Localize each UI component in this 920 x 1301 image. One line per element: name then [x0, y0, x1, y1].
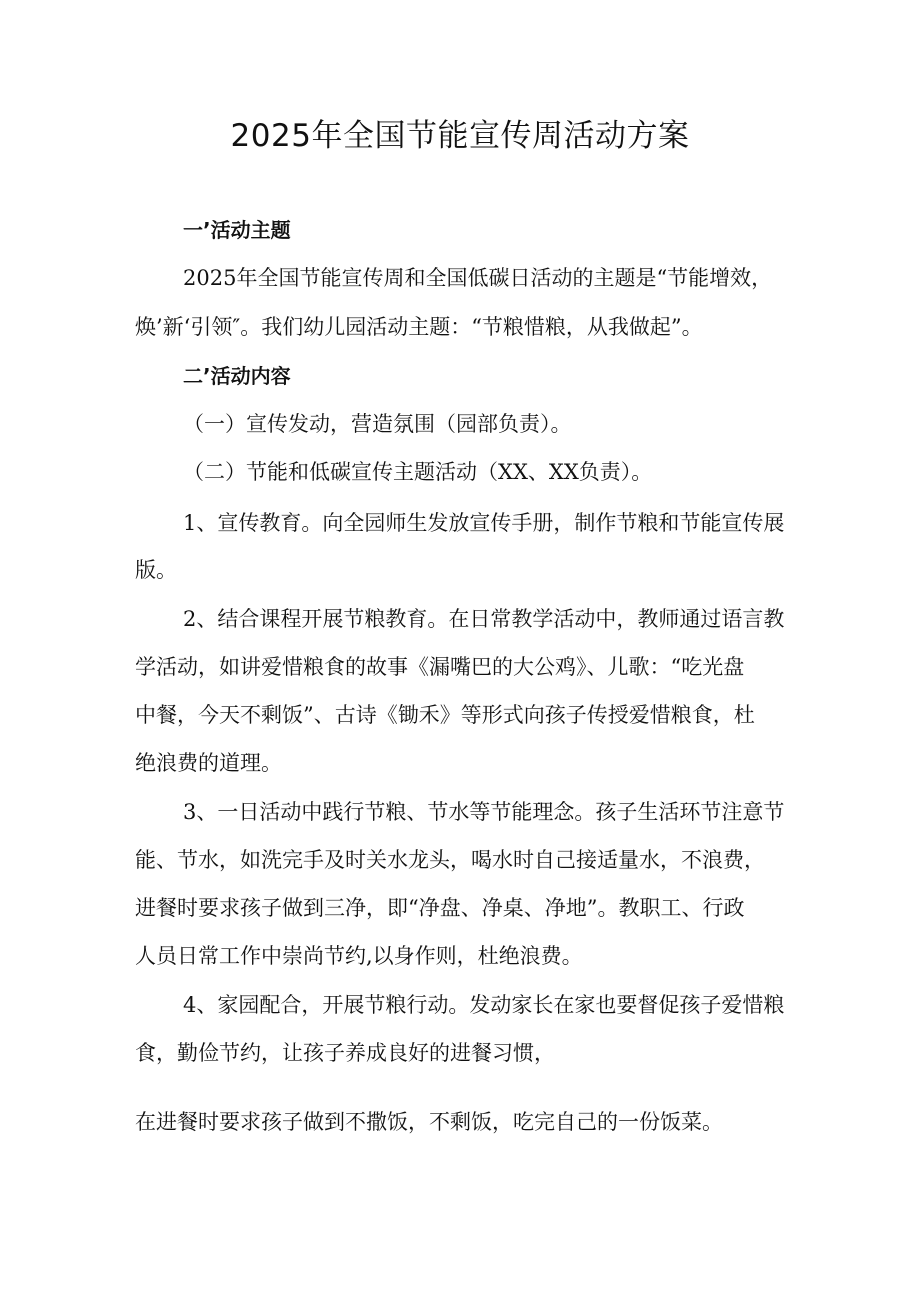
point-4-line-3: 在进餐时要求孩子做到不撒饭，不剩饭，吃完自己的一份饭菜。	[135, 1110, 723, 1134]
document-title: 2025年全国节能宣传周活动方案	[230, 118, 690, 154]
section-heading-content: 二’活动内容	[183, 364, 291, 388]
theme-paragraph-line-2: 焕’新‘引领″。我们幼儿园活动主题：“节粮惜粮，从我做起”。	[135, 315, 703, 339]
point-2-line-3: 中餐，今天不剩饭”、古诗《锄禾》等形式向孩子传授爱惜粮食，杜	[135, 703, 755, 727]
theme-paragraph-line-1: 2025年全国节能宣传周和全国低碳日活动的主题是“节能增效，	[183, 266, 773, 290]
content-item-2: （二）节能和低碳宣传主题活动（XX、XX负责）。	[183, 460, 653, 484]
point-2-line-4: 绝浪费的道理。	[135, 751, 282, 775]
point-3-line-2: 能、节水，如洗完手及时关水龙头，喝水时自己接适量水，不浪费，	[135, 848, 765, 872]
point-3-line-4: 人员日常工作中崇尚节约,以身作则，杜绝浪费。	[135, 944, 583, 968]
point-3-line-3: 进餐时要求孩子做到三净，即“净盘、净桌、净地”。教职工、行政	[135, 896, 745, 920]
point-4-line-1: 4、家园配合，开展节粮行动。发动家长在家也要督促孩子爱惜粮	[183, 993, 785, 1017]
section-heading-theme: 一’活动主题	[183, 218, 291, 242]
point-1-line-2: 版。	[135, 558, 177, 582]
point-4-line-2: 食，勤俭节约，让孩子养成良好的进餐习惯，	[135, 1041, 555, 1065]
point-3-line-1: 3、一日活动中践行节粮、节水等节能理念。孩子生活环节注意节	[183, 800, 785, 824]
point-2-line-1: 2、结合课程开展节粮教育。在日常教学活动中，教师通过语言教	[183, 607, 785, 631]
point-1-line-1: 1、宣传教育。向全园师生发放宣传手册，制作节粮和节能宣传展	[183, 511, 785, 535]
content-item-1: （一）宣传发动，营造氛围（园部负责）。	[183, 412, 572, 436]
point-2-line-2: 学活动，如讲爱惜粮食的故事《漏嘴巴的大公鸡》、儿歌：“吃光盘	[135, 655, 745, 679]
